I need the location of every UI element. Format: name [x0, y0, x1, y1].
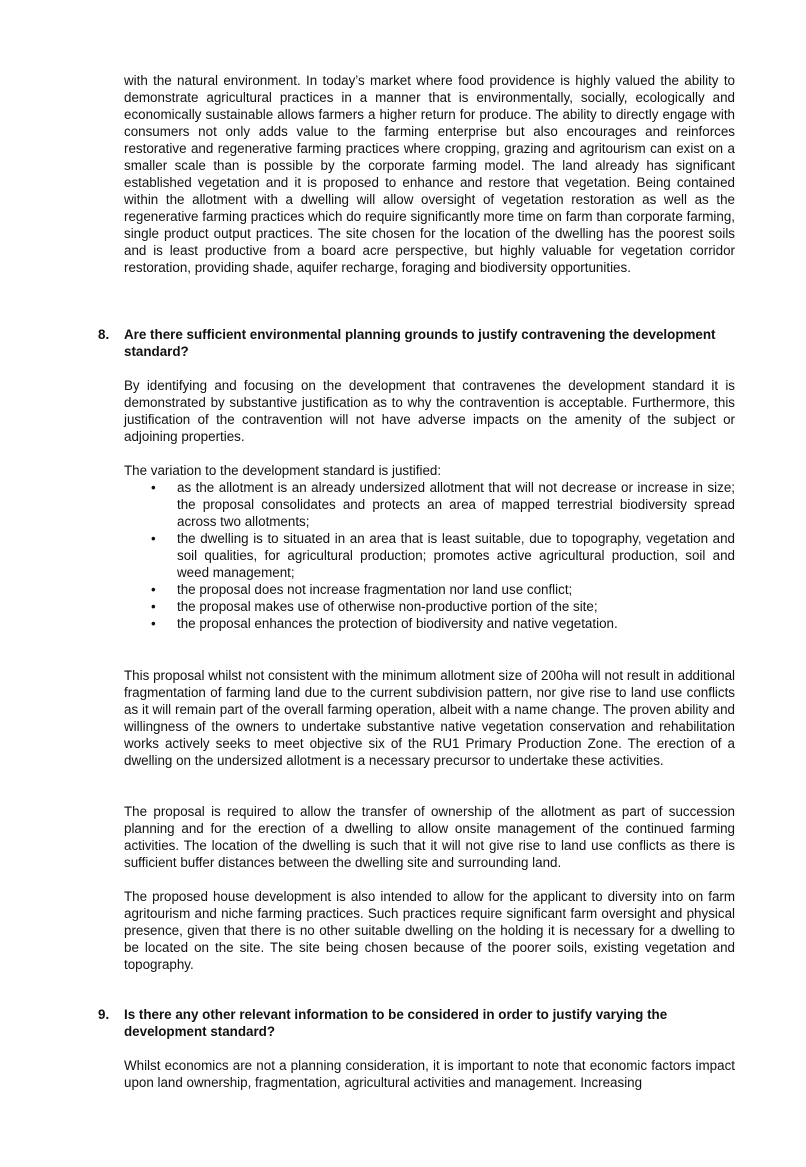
- bullet-icon: •: [151, 616, 156, 631]
- justification-list: [124, 479, 735, 632]
- section-9-title: Is there any other relevant information to be considered in order to justify varying the development standard?: [124, 1007, 668, 1039]
- bullet-icon: •: [151, 531, 156, 546]
- section-8-list-intro: The variation to the development standard is justified:: [124, 463, 442, 478]
- bullet-icon: •: [151, 582, 156, 597]
- section-8-number: 8.: [98, 327, 110, 342]
- list-item: • the dwelling is to situated in an area that is least suitable, due to topography, vegetation and soil qualities, for agricultural production; promotes active agricultural production, soil and weed management;: [151, 531, 735, 580]
- section-8-paragraph-4: The proposed house development is also intended to allow for the applicant to diversity into on farm agritourism and niche farming practices. Such practices require significant farm oversight and physical presence, given that there is no other suitable dwelling on the holding it is necessary for a dwelling to be located on the site. The site being chosen because of the poorer soils, existing vegetation and topography.: [124, 889, 735, 972]
- bullet-icon: •: [151, 480, 156, 495]
- section-8-paragraph-3: The proposal is required to allow the transfer of ownership of the allotment as part of succession planning and for the erection of a dwelling to allow onsite management of the continued farming activities. The location of the dwelling is such that it will not give rise to land use conflicts as there is sufficient buffer distances between the dwelling site and surrounding land.: [124, 804, 735, 870]
- list-item: • as the allotment is an already undersized allotment that will not decrease or increase in size; the proposal consolidates and protects an area of mapped terrestrial biodiversity spread across two allotments;: [151, 480, 735, 529]
- section-8-paragraph-1: By identifying and focusing on the development that contravenes the development standard it is demonstrated by substantive justification as to why the contravention is acceptable. Furthermore, this justification of the contravention will not have adverse impacts on the amenity of the subject or adjoining properties.: [124, 378, 735, 444]
- section-9-paragraph-1: Whilst economics are not a planning consideration, it is important to note that economic factors impact upon land ownership, fragmentation, agricultural activities and management. Increasing: [124, 1058, 735, 1090]
- list-item: • the proposal enhances the protection of biodiversity and native vegetation.: [151, 616, 618, 631]
- section-8-paragraph-2: This proposal whilst not consistent with the minimum allotment size of 200ha will not result in additional fragmentation of farming land due to the current subdivision pattern, nor give rise to land use conflicts as it will remain part of the overall farming operation, albeit with a name change. The proven ability and willingness of the owners to undertake substantive native vegetation conservation and rehabilitation works actively seeks to meet objective six of the RU1 Primary Production Zone. The erection of a dwelling on the undersized allotment is a necessary precursor to undertake these activities.: [124, 668, 735, 768]
- bullet-icon: •: [151, 599, 156, 614]
- intro-paragraph: with the natural environment. In today’s market where food providence is highly valued the ability to demonstrate agricultural practices in a manner that is environmentally, socially, ecologically and economically sustainable allows farmers a higher return for produce. The ability to directly engage with consumers not only adds value to the farming enterprise but also encourages and reinforces restorative and regenerative farming practices where cropping, grazing and agritourism can exist on a smaller scale than is possible by the corporate farming model. The land already has significant established vegetation and it is proposed to enhance and restore that vegetation. Being contained within the allotment with a dwelling will allow oversight of vegetation restoration as well as the regenerative farming practices which do require significantly more time on farm than corporate farming, single product output practices. The site chosen for the location of the dwelling has the poorest soils and is least productive from a board acre perspective, but highly valuable for vegetation corridor restoration, providing shade, aquifer recharge, foraging and biodiversity opportunities.: [124, 73, 735, 275]
- list-item: • the proposal makes use of otherwise non-productive portion of the site;: [151, 599, 598, 614]
- list-item: • the proposal does not increase fragmentation nor land use conflict;: [151, 582, 573, 597]
- section-8-title: Are there sufficient environmental planning grounds to justify contravening the development standard?: [124, 327, 716, 359]
- section-9-number: 9.: [98, 1007, 110, 1022]
